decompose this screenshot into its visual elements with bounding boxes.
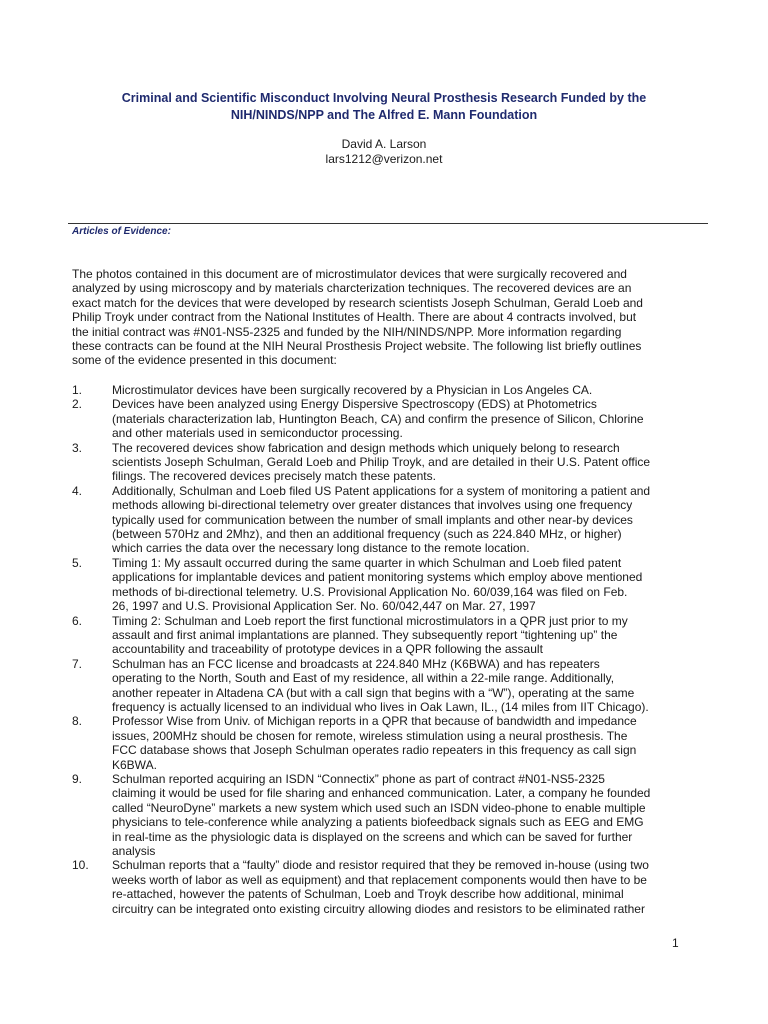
- list-item: [72, 383, 712, 397]
- list-item: [72, 657, 712, 715]
- page-number: 1: [672, 936, 679, 950]
- list-item-text: Devices have been analyzed using Energy Dispersive Spectroscopy (EDS) at Photometrics (materials characterization lab, Huntington Beach, CA) and confirm the presence of Silicon, Chlorine and other materials used in semiconductor processing.: [112, 397, 644, 441]
- list-item-text: Timing 1: My assault occurred during the same quarter in which Schulman and Loeb filed patent applications for implantable devices and patient monitoring systems which employ above mentioned methods of bi-directional telemetry. U.S. Provisional Application No. 60/039,164 was filed on Feb. 26, 1997 and U.S. Provisional Application Ser. No. 60/042,447 on Mar. 27, 1997: [112, 555, 643, 614]
- list-item-text: Microstimulator devices have been surgically recovered by a Physician in Los Angeles CA.: [112, 383, 593, 397]
- list-item: [72, 858, 712, 916]
- list-item-text: Timing 2: Schulman and Loeb report the first functional microstimulators in a QPR just prior to my assault and first animal implantations are planned. They subsequently report “tightening up” the accountability and traceability of prototype devices in a QPR following the assault: [112, 613, 628, 657]
- list-item-text: Additionally, Schulman and Loeb filed US Patent applications for a system of monitoring a patient and methods allowing bi-directional telemetry over greater distances that involves using one frequency typically used for communication between the number of small implants and other near-by devices (between 570Hz and 2Mhz), and then an additional frequency (such as 224.840 MHz, or higher) which carries the data over the necessary long distance to the remote location.: [112, 483, 651, 556]
- section-title: Articles of Evidence:: [72, 226, 171, 237]
- list-item: [72, 772, 712, 858]
- list-item-text: Professor Wise from Univ. of Michigan reports in a QPR that because of bandwidth and impedance issues, 200MHz should be chosen for remote, wireless stimulation using a neural prosthesis. The FCC database shows that Joseph Schulman operates radio repeaters in this frequency as call sign K6BWA.: [112, 714, 637, 772]
- list-item-number: 6.: [72, 613, 83, 628]
- list-item: [72, 484, 712, 556]
- list-item-number: 8.: [72, 714, 83, 729]
- author-name: David A. Larson: [341, 137, 427, 151]
- list-item-number: 7.: [72, 656, 83, 671]
- list-item: [72, 714, 712, 772]
- list-item-text: Schulman reports that a “faulty” diode and resistor required that they be removed in-house (using two weeks worth of labor as well as equipment) and that replacement components would then have to be re-attached, however the patents of Schulman, Loeb and Troyk describe how additional, minimal circuitry can be integrated onto existing circuitry allowing diodes and resistors to be eliminated rather: [112, 858, 649, 916]
- evidence-list: [72, 383, 712, 916]
- list-item-text: Schulman reported acquiring an ISDN “Connectix” phone as part of contract #N01-NS5-2325 claiming it would be used for file sharing and enhanced communication. Later, a company he founded called “NeuroDyne” markets a new system which used such an ISDN video-phone to enable multiple physicians to tele-conference while analyzing a patients biofeedback signals such as EEG and EMG in real-time as the physiologic data is displayed on the screens and which can be saved for further analysis: [112, 771, 651, 858]
- author-block: [0, 137, 768, 167]
- list-item-text: The recovered devices show fabrication and design methods which uniquely belong to research scientists Joseph Schulman, Gerald Loeb and Philip Troyk, and are detailed in their U.S. Patent office filings. The recovered devices precisely match these patents.: [112, 440, 651, 484]
- list-item-number: 4.: [72, 483, 83, 498]
- title-line-2: NIH/NINDS/NPP and The Alfred E. Mann Foundation: [230, 108, 538, 122]
- list-item-number: 2.: [72, 397, 83, 412]
- list-item-number: 1.: [72, 383, 83, 397]
- document-title: [60, 90, 708, 124]
- list-item-number: 5.: [72, 555, 83, 570]
- list-item: [72, 614, 712, 657]
- list-item: [72, 556, 712, 614]
- list-item: [72, 397, 712, 440]
- list-item-number: 9.: [72, 771, 83, 786]
- intro-paragraph: The photos contained in this document are of microstimulator devices that were surgically recovered and analyzed by using microscopy and by materials charcterization techniques. The recovered devices are an exact match for the devices that were developed by research scientists Joseph Schulman, Gerald Loeb and Philip Troyk under contract from the National Institutes of Health. There are about 4 contracts involved, but the initial contract was #N01-NS5-2325 and funded by the NIH/NINDS/NPP. More information regarding these contracts can be found at the NIH Neural Prosthesis Project website. The following list briefly outlines some of the evidence presented in this document:: [72, 267, 643, 368]
- author-email: lars1212@verizon.net: [325, 152, 443, 166]
- list-item-text: Schulman has an FCC license and broadcasts at 224.840 MHz (K6BWA) and has repeaters operating to the North, South and East of my residence, all within a 22-mile range. Additionally, another repeater in Altadena CA (but with a call sign that begins with a “W”), operating at the same frequency is actually licensed to an individual who lives in Oak Lawn, IL., (14 miles from IIT Chicago).: [112, 656, 649, 714]
- title-line-1: Criminal and Scientific Misconduct Involving Neural Prosthesis Research Funded by the: [121, 91, 647, 105]
- list-item-number: 10.: [72, 858, 89, 873]
- list-item: [72, 441, 712, 484]
- list-item-number: 3.: [72, 440, 83, 455]
- section-divider: [68, 223, 708, 224]
